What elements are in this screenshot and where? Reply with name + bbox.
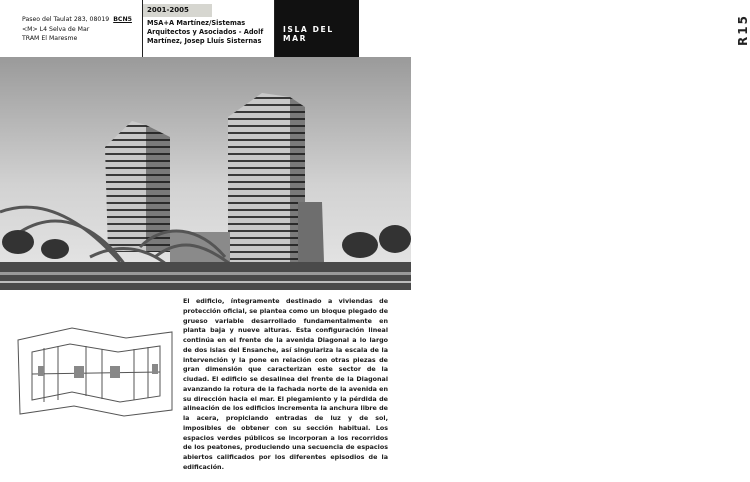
page-title: ISLA DEL MAR — [283, 25, 334, 43]
floor-plan-graphic — [14, 322, 176, 422]
address-code: BCN5 — [113, 16, 132, 23]
small-building — [298, 202, 324, 262]
right-tower — [228, 93, 305, 262]
code-box — [359, 0, 750, 57]
floor-plan — [14, 322, 176, 422]
title-box — [275, 0, 359, 57]
address-line-1 — [22, 15, 132, 25]
address-block — [22, 15, 132, 44]
building-photo — [0, 57, 411, 290]
project-description: El edificio, íntegramente destinado a viviendas de protección oficial, se plantea como un bloque plegado de grueso variable desarrollado fundamentalmente en planta baja y nueve alturas. Esta configuración lineal continúa en el frente de la avenida Diagonal a lo largo de dos islas del Ensanche, así singulariza la escala de la intervención y la pone en relación con otras piezas de gran dimensión que caracterizan este sector de la ciudad. El edificio se desalinea del frente de la Diagonal avanzando la rotura de la fachada norte de la avenida en su dirección hacia el mar. El plegamiento y la pérdida de alineación de los edificios incrementa la anchura libre de la acera, propiciando entradas de luz y de sol, imposibles de obtener con su sección habitual. Los espacios verdes públicos se incorporan a los recorridos de los peatones, produciendo una secuencia de espacios abiertos calificados por los diferentes episodios de la edificación. — [183, 298, 388, 471]
street — [0, 262, 411, 290]
building-code: R15 — [736, 14, 750, 46]
address-line-2: <M> L4 Selva de Mar — [22, 25, 90, 33]
building-photo-graphic — [0, 57, 411, 290]
authors: MSA+A Martínez/Sistemas Arquitectos y Asociados - Adolf Martínez, Josep Lluís Sisternas — [147, 19, 264, 46]
address-street: Paseo del Taulat 283, 08019 — [22, 16, 110, 23]
years-badge: 2001-2005 — [143, 4, 212, 17]
address-line-3: TRAM El Maresme — [22, 35, 78, 43]
header — [0, 0, 750, 57]
